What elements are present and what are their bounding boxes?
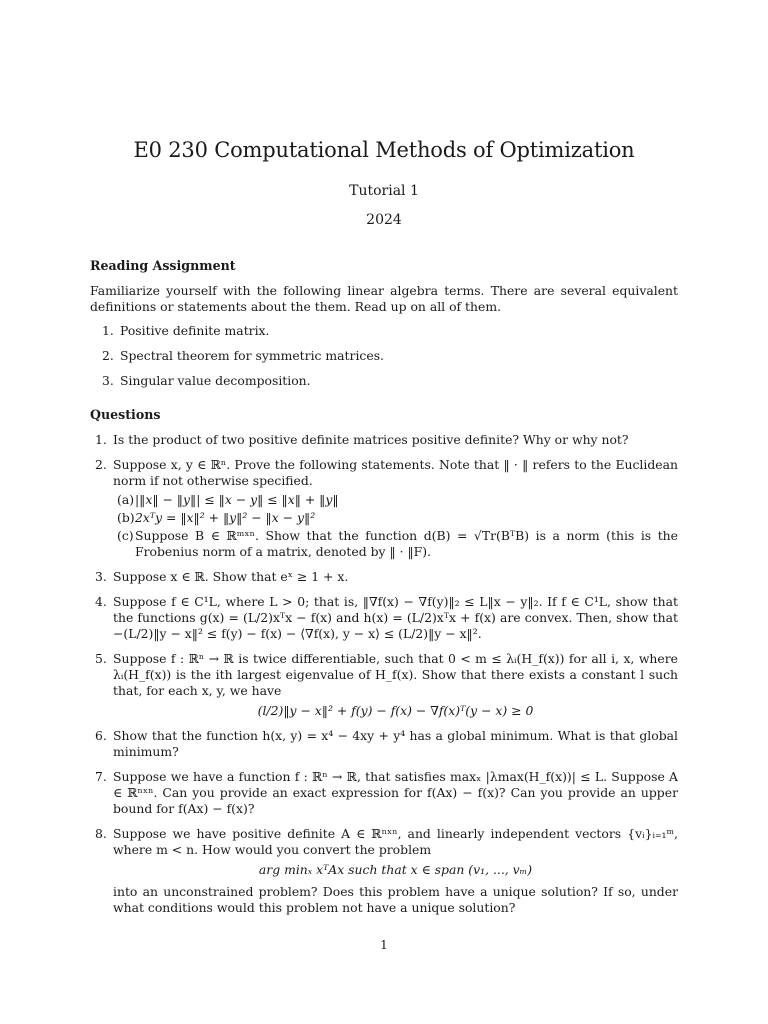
question-number: 2. (95, 457, 107, 472)
question-number: 7. (95, 769, 107, 784)
subquestion-item (113, 510, 678, 526)
question-item (90, 432, 678, 448)
question-text: Suppose we have a function f : ℝⁿ → ℝ, that satisfies maxₓ |λmax(H_f(x))| ≤ L. Suppose A ∈ ℝⁿˣⁿ. Can you provide an exact expression for f(Ax) − f(x)? Can you provide an upper bound for f(Ax) − f(x)? (113, 769, 678, 816)
reading-item-text: Positive definite matrix. (120, 323, 270, 338)
reading-heading: Reading Assignment (90, 258, 236, 273)
questions-list (90, 432, 678, 916)
question-item (90, 826, 678, 916)
question-number: 3. (95, 569, 107, 584)
question-item (90, 651, 678, 719)
question-item (90, 569, 678, 585)
subquestion-text: |‖x‖ − ‖y‖| ≤ ‖x − y‖ ≤ ‖x‖ + ‖y‖ (135, 492, 339, 507)
reading-item-number: 1. (102, 323, 114, 338)
question-item (90, 769, 678, 817)
reading-item-text: Singular value decomposition. (120, 373, 311, 388)
subquestion-item (113, 528, 678, 560)
question-text: Is the product of two positive definite matrices positive definite? Why or why not? (113, 432, 629, 447)
subquestion-text: Suppose B ∈ ℝᵐˣⁿ. Show that the function d(B) = √Tr(BᵀB) is a norm (this is the Frobenius norm of a matrix, denoted by ‖ · ‖F). (135, 528, 678, 559)
question-text: Suppose x, y ∈ ℝⁿ. Prove the following statements. Note that ‖ · ‖ refers to the Euclidean norm if not otherwise specified. (113, 457, 678, 488)
question-number: 6. (95, 728, 107, 743)
question-text: Suppose x ∈ ℝ. Show that eˣ ≥ 1 + x. (113, 569, 349, 584)
subquestion-label: (c) (117, 528, 134, 543)
reading-item (90, 348, 678, 364)
subquestion-label: (a) (117, 492, 135, 507)
reading-item-text: Spectral theorem for symmetric matrices. (120, 348, 384, 363)
document-title: E0 230 Computational Methods of Optimization (133, 138, 635, 162)
document-body (90, 258, 678, 925)
questions-heading: Questions (90, 407, 161, 422)
subquestion-list (113, 492, 678, 560)
display-equation: arg minₓ xᵀAx such that x ∈ span (v₁, ..., vₘ) (258, 862, 533, 877)
question-text: Show that the function h(x, y) = x⁴ − 4xy + y⁴ has a global minimum. What is that global minimum? (113, 728, 678, 759)
reading-item (90, 373, 678, 389)
question-text-continued: into an unconstrained problem? Does this problem have a unique solution? If so, under what conditions would this problem not have a unique solution? (113, 884, 678, 915)
question-text: Suppose we have positive definite A ∈ ℝⁿˣⁿ, and linearly independent vectors {vᵢ}ᵢ₌₁ᵐ, where m < n. How would you convert the problem (113, 826, 678, 857)
question-number: 8. (95, 826, 107, 841)
question-number: 5. (95, 651, 107, 666)
question-number: 1. (95, 432, 107, 447)
reading-list (90, 323, 678, 389)
subquestion-label: (b) (117, 510, 135, 525)
document-subtitle: Tutorial 1 (349, 183, 419, 199)
question-item (90, 457, 678, 560)
question-item (90, 594, 678, 642)
document-year: 2024 (366, 212, 402, 228)
question-text: Suppose f : ℝⁿ → ℝ is twice differentiable, such that 0 < m ≤ λᵢ(H_f(x)) for all i, x, where λᵢ(H_f(x)) is the ith largest eigenvalue of H_f(x). Show that there exists a constant l such that, for each x, y, we have (113, 651, 678, 698)
page-number: 1 (380, 938, 388, 952)
question-number: 4. (95, 594, 107, 609)
reading-item (90, 323, 678, 339)
reading-item-number: 3. (102, 373, 114, 388)
reading-intro: Familiarize yourself with the following linear algebra terms. There are several equivalent definitions or statements about the them. Read up on all of them. (90, 283, 678, 314)
question-text: Suppose f ∈ C¹L, where L > 0; that is, ‖∇f(x) − ∇f(y)‖₂ ≤ L‖x − y‖₂. If f ∈ C¹L, show that the functions g(x) = (L/2)xᵀx − f(x) and h(x) = (L/2)xᵀx + f(x) are convex. Then, show that −(L/2)‖y − x‖² ≤ f(y) − f(x) − ⟨∇f(x), y − x⟩ ≤ (L/2)‖y − x‖². (113, 594, 678, 641)
question-item (90, 728, 678, 760)
subquestion-item (113, 492, 678, 508)
display-equation: (l/2)‖y − x‖² + f(y) − f(x) − ∇f(x)ᵀ(y − x) ≥ 0 (257, 703, 534, 718)
reading-item-number: 2. (102, 348, 114, 363)
subquestion-text: 2xᵀy = ‖x‖² + ‖y‖² − ‖x − y‖² (135, 510, 316, 525)
